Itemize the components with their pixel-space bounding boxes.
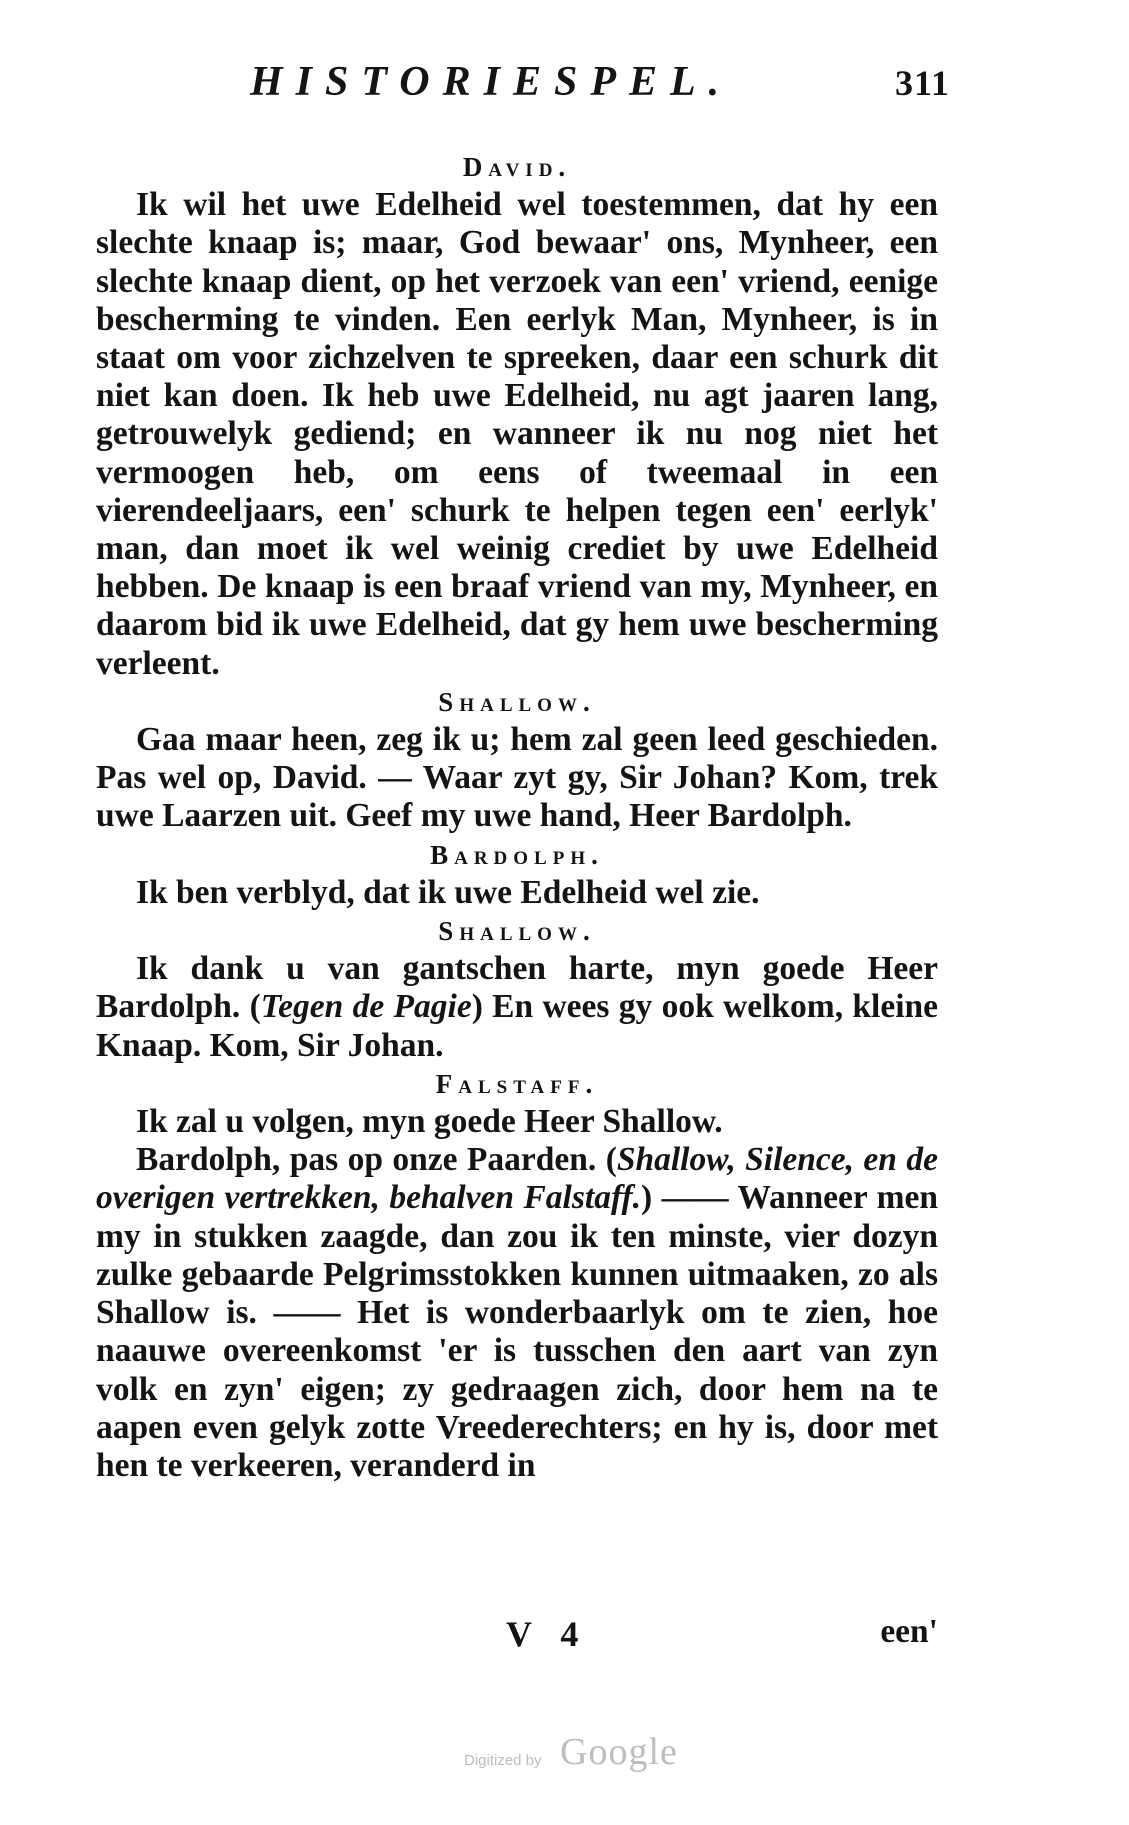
speech-bardolph: Ik ben verblyd, dat ik uwe Edelheid wel zie. <box>136 873 760 911</box>
catchword: een' <box>880 1613 938 1650</box>
running-title: HISTORIESPEL. <box>250 59 733 105</box>
play-text <box>96 148 938 1485</box>
stage-direction: Tegen de Pagie <box>260 988 472 1026</box>
speaker-heading-bardolph: Bardolph. <box>430 839 604 870</box>
speech-text: ) En wees gy ook welkom, kleine Knaap. Kom, Sir Johan. <box>96 988 939 1064</box>
speaker-heading-falstaff: Falstaff. <box>435 1068 599 1099</box>
speech-text: Bardolph, pas op onze Paarden. ( <box>136 1141 617 1179</box>
speech-shallow: Gaa maar heen, zeg ik u; hem zal geen leed geschieden. Pas wel op, David. — Waar zyt gy, Sir Johan? Kom, trek uwe Laarzen uit. Geef my uwe hand, Heer Bardolph. <box>96 721 938 835</box>
signature-mark: V 4 <box>506 1614 589 1654</box>
speaker-heading-shallow: Shallow. <box>438 686 596 717</box>
speech-text: Ik dank u van gantschen harte, myn goede Heer Bardolph. ( <box>96 950 938 1026</box>
stage-direction: Shallow, Silence, en de overigen vertrekken, behalven Falstaff. <box>96 1141 938 1217</box>
speaker-heading-shallow-2: Shallow. <box>438 916 596 947</box>
watermark-prefix: Digitized by <box>464 1752 542 1769</box>
page-header <box>250 58 950 108</box>
page-number: 311 <box>894 63 950 103</box>
speech-text: ) —— Wanneer men my in stukken zaagde, dan zou ik ten minste, vier dozyn zulke gebaarde Pelgrimsstokken kunnen uitmaaken, zo als Shallow is. —— Het is wonderbaarlyk om te zien, hoe naauwe overeenkomst 'er is tusschen den aart van zyn volk en zyn' eigen; zy gedraagen zich, door hem na te aapen even gelyk zotte Vreederechters; en hy is, door met hen te verkeeren, veranderd in <box>96 1179 939 1484</box>
speech-falstaff <box>96 1141 938 1485</box>
speech-shallow-2 <box>96 950 938 1065</box>
page-footer <box>96 1613 938 1657</box>
speech-david: Ik wil het uwe Edelheid wel toestemmen, dat hy een slechte knaap is; maar, God bewaar' ons, Mynheer, een slechte knaap dient, op het verzoek van een' vriend, eenige bescherming te vinden. Een eerlyk Man, Mynheer, is in staat om voor zichzelven te spreeken, daar een schurk dit niet kan doen. Ik heb uwe Edelheid, nu agt jaaren lang, getrouwelyk gediend; en wanneer ik nu nog niet het vermoogen heb, om eens of tweemaal in een vierendeeljaars, een' schurk te helpen tegen een' eerlyk' man, dan moet ik wel weinig crediet by uwe Edelheid hebben. De knaap is een braaf vriend van my, Mynheer, en daarom bid ik uwe Edelheid, dat gy hem uwe bescherming verleent. <box>96 186 938 682</box>
digitized-watermark <box>464 1728 704 1778</box>
speaker-heading-david: David. <box>462 152 572 182</box>
speech-falstaff-line-1: Ik zal u volgen, myn goede Heer Shallow. <box>136 1103 723 1141</box>
google-logo: Google <box>560 1731 678 1773</box>
